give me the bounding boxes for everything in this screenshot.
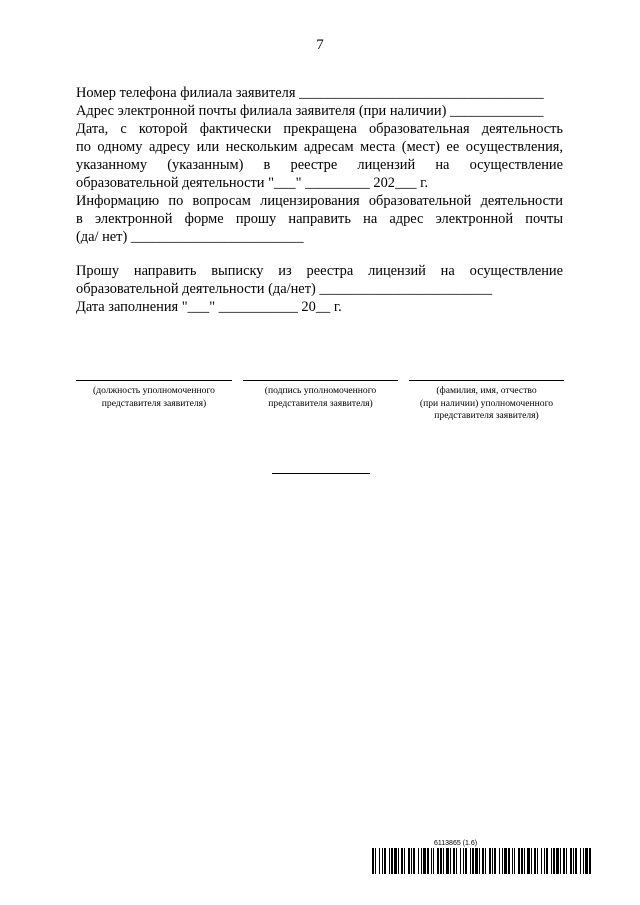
phone-field-line: Номер телефона филиала заявителя __________________________________ bbox=[76, 85, 544, 101]
cessation-date-line-1: Дата, с которой фактически прекращена образовательная деятельность bbox=[76, 121, 563, 137]
fill-date-line: Дата заполнения "___" ___________ 20__ г. bbox=[76, 299, 342, 315]
extract-request-line-1: Прошу направить выписку из реестра лицензий на осуществление bbox=[76, 263, 563, 279]
info-request-line-2: в электронной форме прошу направить на адрес электронной почты bbox=[76, 211, 563, 227]
position-caption: (должность уполномоченного представителя заявителя) bbox=[76, 380, 232, 410]
email-field-line: Адрес электронной почты филиала заявителя (при наличии) _____________ bbox=[76, 103, 544, 119]
cessation-date-line-2: по одному адресу или нескольким адресам места (мест) ее осуществления, bbox=[76, 139, 563, 155]
extract-request-line-2: образовательной деятельности (да/нет) ________________________ bbox=[76, 281, 493, 297]
form-body bbox=[76, 84, 563, 316]
page-number: 7 bbox=[316, 37, 324, 53]
barcode bbox=[372, 848, 592, 874]
cessation-date-line-3: указанному (указанным) в реестре лицензий на осуществление bbox=[76, 157, 563, 173]
end-rule bbox=[272, 473, 370, 474]
cessation-date-line-4: образовательной деятельности "___" _________ 202___ г. bbox=[76, 175, 429, 191]
signature-caption: (подпись уполномоченного представителя заявителя) bbox=[243, 380, 398, 410]
barcode-caption: 6113865 (1.6) bbox=[434, 840, 478, 847]
full-name-caption: (фамилия, имя, отчество (при наличии) уполномоченного представителя заявителя) bbox=[409, 380, 564, 423]
info-request-line-1: Информацию по вопросам лицензирования образовательной деятельности bbox=[76, 193, 563, 209]
info-request-line-3: (да/ нет) ________________________ bbox=[76, 229, 304, 245]
